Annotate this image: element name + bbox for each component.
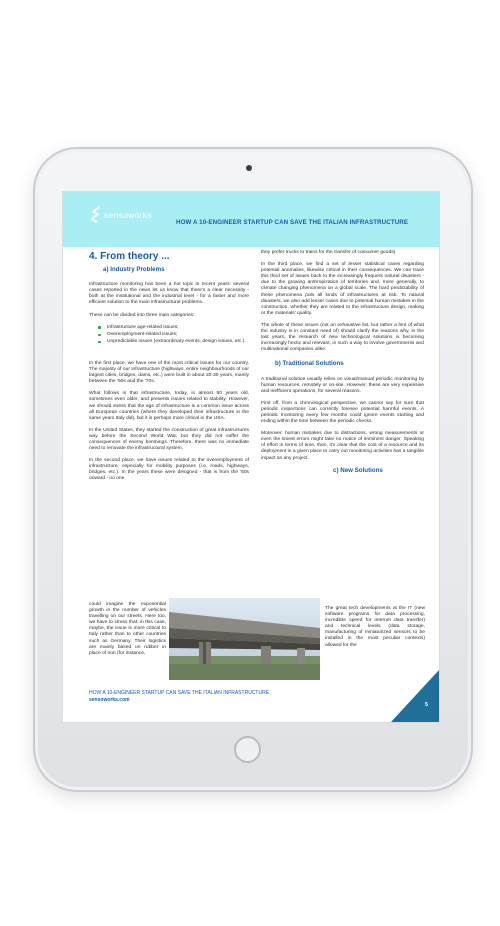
right-column (261, 250, 424, 483)
corner-decoration (391, 670, 439, 722)
home-button[interactable] (234, 736, 261, 763)
section-heading: 4. From theory ... (89, 251, 170, 262)
paragraph: Infrastructure monitoring has been a hot topic in recent years: several cases reported in the news let us know that there's a clear necessity - both at the institutional and the industrial level - for a faster and more efficient solution to the main infrastructural problems. (89, 282, 249, 306)
paragraph: A traditional solution usually relies on visual/manual periodic monitoring by human resources, remotely or on-site. However, these are very expensive and inefficient operations, for several reasons. (261, 376, 424, 394)
header-banner (63, 192, 439, 247)
paragraph: These can be divided into three main categories: (89, 312, 195, 318)
list-item: Unpredictable issues (extraordinary events, design issues, etc.). (107, 339, 249, 345)
paragraph: they prefer trucks to trains for the transfer of consumer goods). (261, 250, 397, 255)
subheading-new-solutions: c) New Solutions (333, 466, 383, 474)
paragraph: Moreover, human mistakes due to distractions, wrong measurements or even the tiniest errors might take no notice of imminent danger. Speaking of effort in terms of time, then, it's clear that the cost of a resource and its deployment in a given place to carry out monitoring activities has a tangible impact on any project. (261, 431, 424, 461)
subheading-traditional-solutions: b) Traditional Solutions (275, 360, 344, 368)
bullet-list (89, 325, 249, 345)
paragraph: In the second place, we have issues related to the overemployment of infrastructure, especially for mobility purposes (i.e. roads, highways, bridges, etc.). In the years these were designed - that is from the '50s onward - no one (89, 458, 249, 482)
bridge-image-icon (169, 598, 320, 680)
subheading-industry-problems: a) Industry Problems (103, 266, 165, 274)
left-column (89, 251, 249, 489)
paragraph-wrap-left: could imagine the exponential growth in the number of vehicles travelling on our streets. Here too, we have to stress that: in this case, maybe, the issue is more critical to Italy rather than to other countries such as Germany. Their logistics are mainly based on rubber in place of iron (for instance, (89, 602, 166, 656)
paragraph: In the first place, we have one of the most critical issues for our country. The majority of our infrastructure (highways, entire neighbourhoods of our largest cities, bridges, dams, etc.) were built in about 20-30 years, mainly between the '50s and the '70s. (89, 360, 249, 385)
paragraph: First off, from a chronological perspective, we cannot say for sure that periodic inspections can correctly foresee potential harmful events. A periodic monitoring every few months could ignore events starting and ending within the time between the periodic checks. (261, 400, 424, 425)
page-footer (89, 690, 269, 704)
paragraph: In the United States, they started the construction of great infrastructures way before the Second World War, but they did not suffer the consequences of enemy bombings. Therefore, there was no immediate need to renovate the infrastructural system. (89, 427, 249, 452)
bridge-photo (169, 598, 320, 680)
camera-icon (246, 165, 252, 171)
paragraph: In the third place, we find a set of lesser statistical cases regarding potential anomalies, likewise critical in their consequences. We can trace this third set of issues back to the increasingly frequent natural disasters - due to the growing anthropization of territories and, more generally, to climate changing phenomena on a global scale. The hard predictability of these phenomena puts all kinds of infrastructures at risk. To natural disasters, we also add lesser cases due to potential human mistakes in the construction, whether they are related to the infrastructure design, making or the materials' quality. (261, 262, 424, 316)
header-title: HOW A 10-ENGINEER STARTUP CAN SAVE THE ITALIAN INFRASTRUCTURE (176, 219, 409, 226)
list-item: Infrastructure age-related issues; (107, 325, 249, 331)
page-number: 5 (424, 702, 428, 708)
paragraph: What follows is that infrastructure, today, is almost 50 years old, sometimes even older, and presents issues related to stability. However, we should stress that the age of infrastructure is a common issue across all European countries (where they developed their infrastructure in the same years Italy did), but it is perhaps more critical in the USA. (89, 391, 249, 421)
footer-website-link[interactable]: sensoworks.com (89, 697, 130, 703)
sensoworks-logo (90, 206, 152, 223)
document-page (62, 191, 440, 723)
paragraph: The whole of these issues (not an exhaustive list, but rather a hint of what the industry is in constant need of) should clarify the reasons why, in the last years, the research of new technological solutions is becoming increasingly hectic and relevant, in such a way to involve governments and multinational companies alike. (261, 322, 424, 353)
logo-text: sensoworks (104, 209, 152, 220)
footer-title: HOW A 10-ENGINEER STARTUP CAN SAVE THE ITALIAN INFRASTRUCTURE (89, 690, 270, 696)
logo-mark-icon (90, 206, 101, 223)
paragraph-wrap-right: The great tech developments at the IT (new software programs for data processing, incredible speed for internet data transfer) and technical levels (data storage, manufacturing of miniaturized sensors to be installed in the most peculiar contexts) allowed for the (325, 606, 425, 648)
list-item: Overemployment-related issues; (107, 332, 249, 338)
